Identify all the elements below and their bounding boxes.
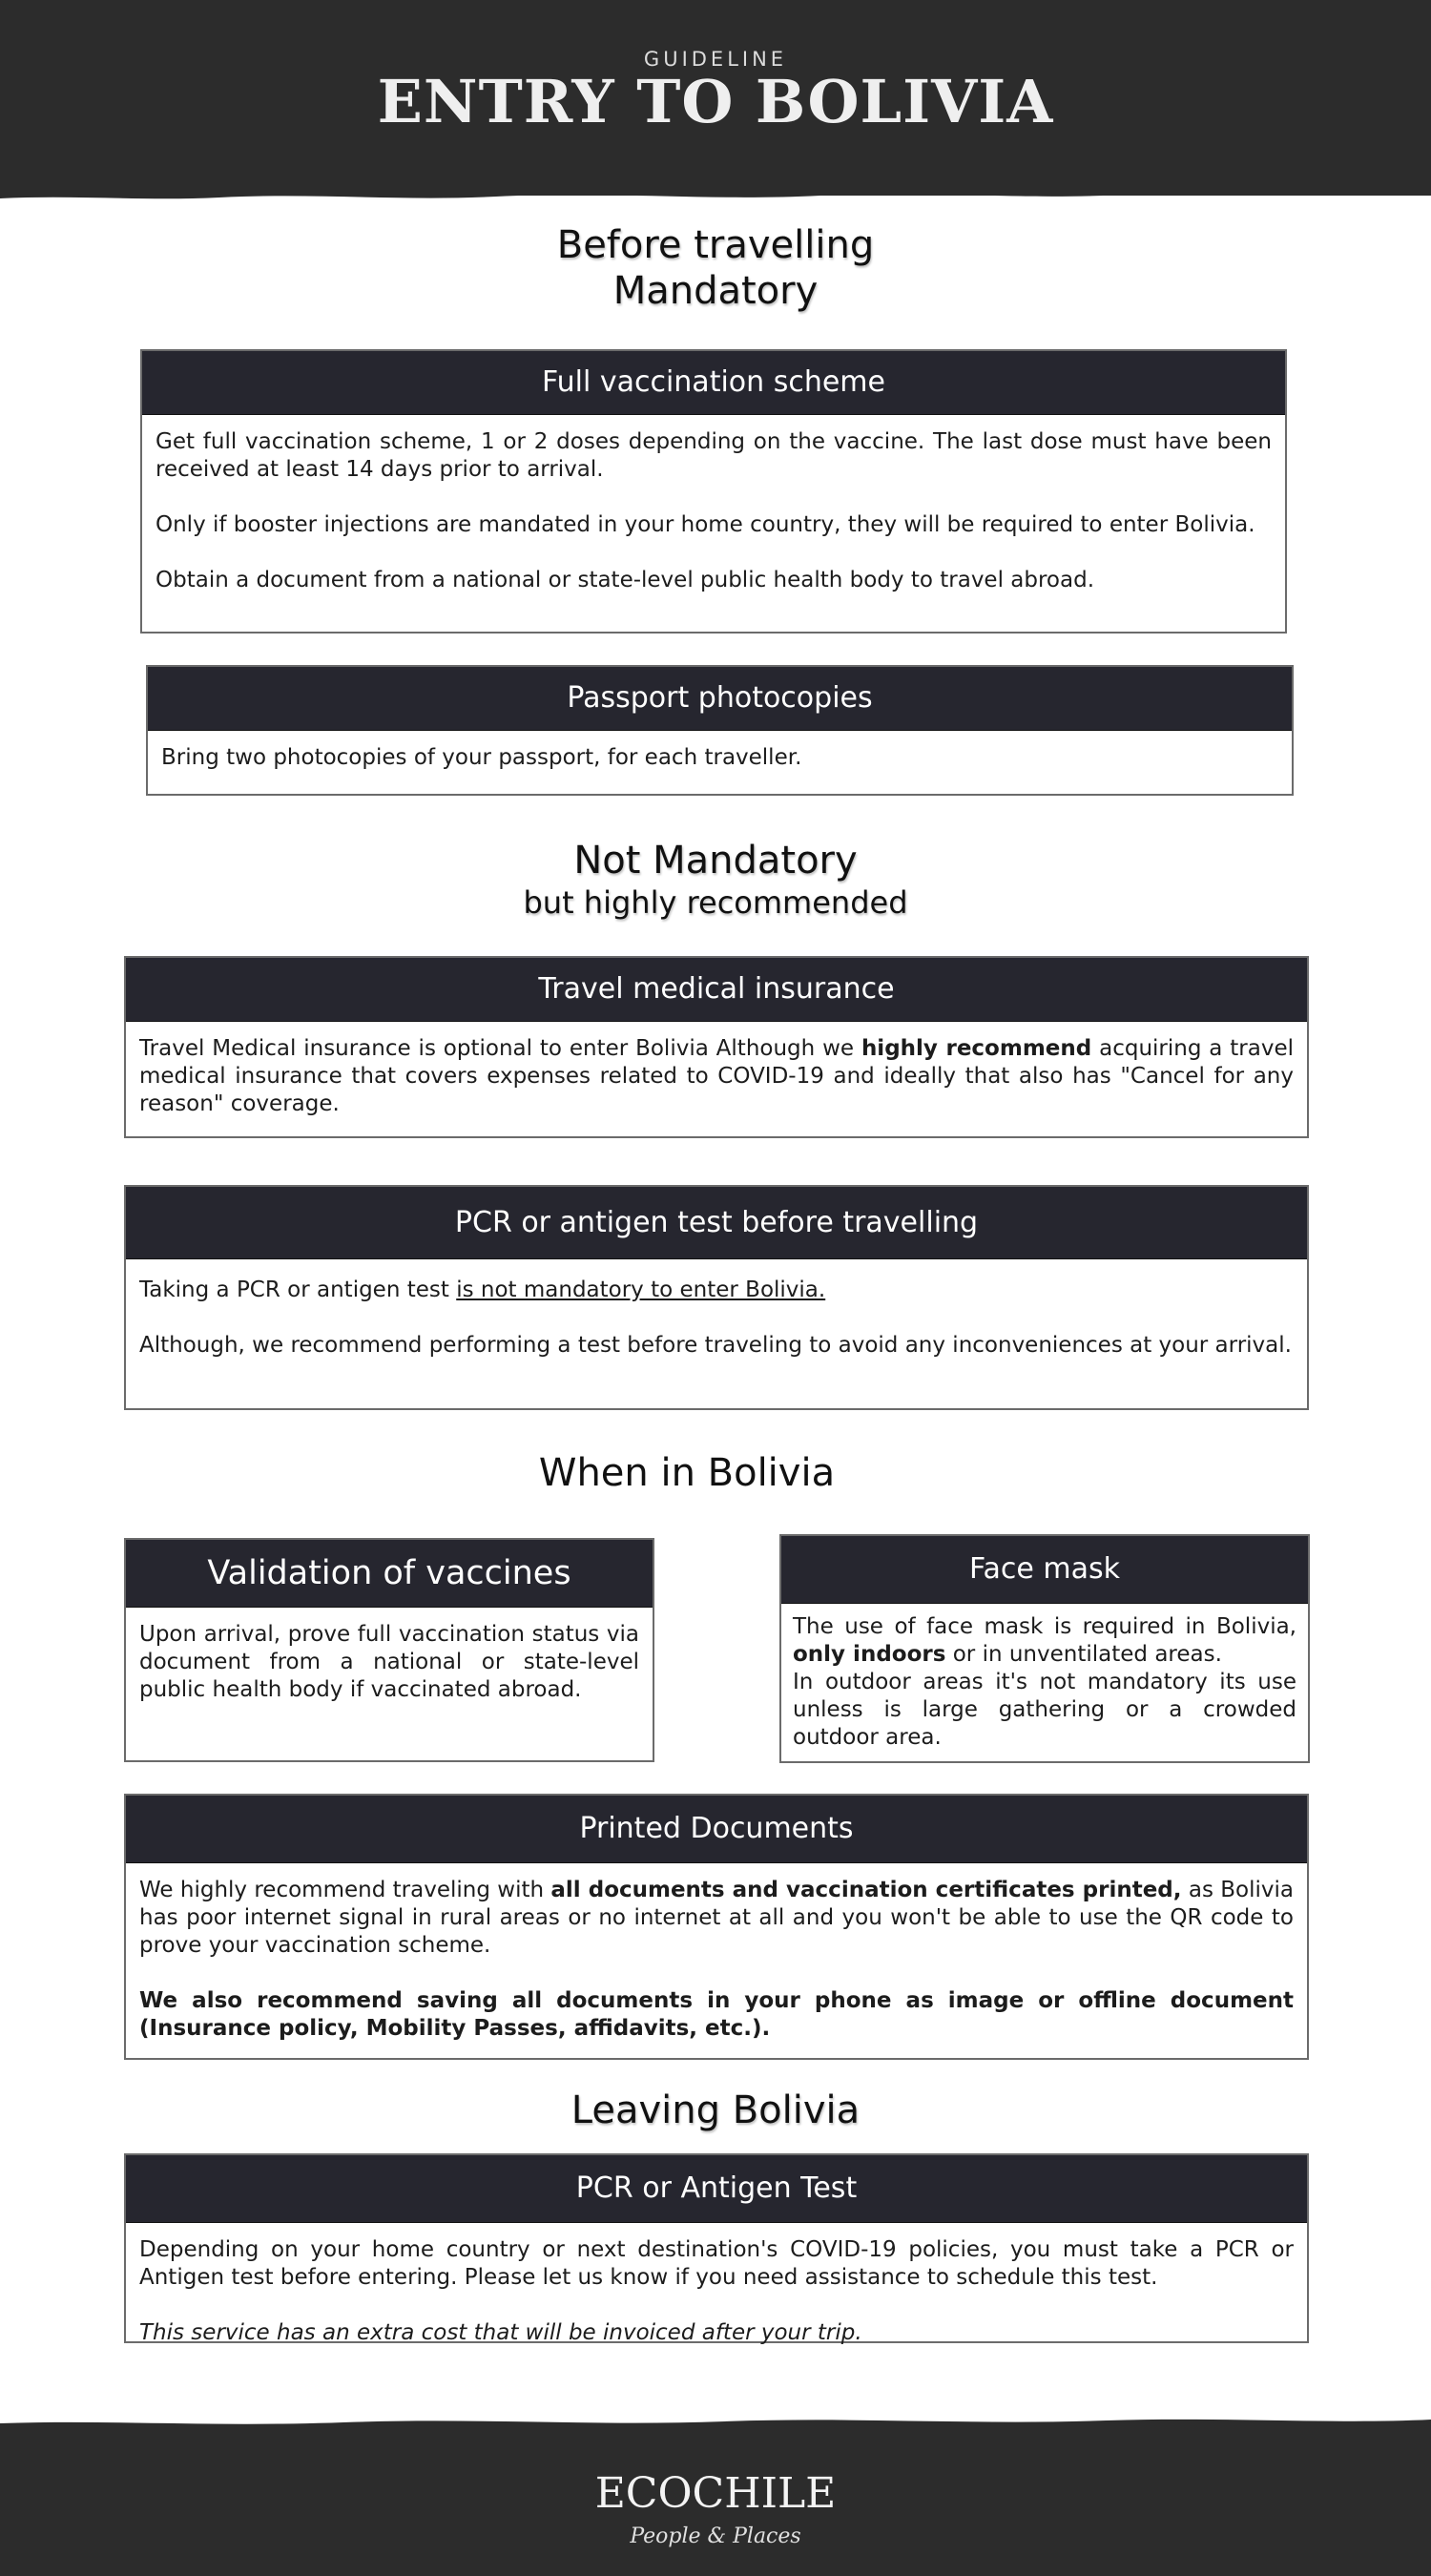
passport-p1: Bring two photocopies of your passport, for each traveller.	[161, 745, 802, 770]
card-insurance-body	[126, 1022, 1307, 1128]
card-pcr-before	[124, 1185, 1309, 1410]
torn-edge-top	[0, 172, 1431, 210]
page-header	[0, 0, 1431, 196]
pcr-before-p1: Taking a PCR or antigen test is not mandatory to enter Bolivia.	[139, 1278, 826, 1302]
card-facemask	[779, 1534, 1310, 1763]
section-leaving-heading: Leaving Bolivia	[570, 2088, 861, 2132]
card-vaccination-body	[142, 415, 1285, 604]
facemask-p2: In outdoor areas it's not mandatory its use unless is large gathering or a crowded outdoor area.	[793, 1670, 1296, 1750]
printed-p2: We also recommend saving all documents in your phone as image or offline document (Insurance policy, Mobility Passes, affidavits, etc.).	[139, 1988, 1294, 2041]
card-pcr-leaving-title: PCR or Antigen Test	[126, 2155, 1307, 2223]
card-insurance-title: Travel medical insurance	[126, 958, 1307, 1022]
not-mandatory-line2: but highly recommended	[523, 884, 908, 921]
card-passport	[146, 665, 1294, 796]
section-not-mandatory-heading	[0, 838, 1431, 922]
card-pcr-leaving-body	[126, 2223, 1307, 2357]
footer-brand: ECOCHILE	[594, 2469, 837, 2518]
header-title: ENTRY TO BOLIVIA	[377, 67, 1054, 136]
card-facemask-title: Face mask	[781, 1536, 1308, 1604]
facemask-p1: The use of face mask is required in Bolivia, only indoors or in unventilated areas.	[793, 1614, 1296, 1667]
card-validation-title: Validation of vaccines	[126, 1540, 653, 1608]
card-pcr-leaving	[124, 2153, 1309, 2343]
header-subtitle: GUIDELINE	[643, 48, 788, 71]
section-when-heading: When in Bolivia	[538, 1451, 836, 1495]
pcr-before-p2: Although, we recommend performing a test before traveling to avoid any inconveniences at your arrival.	[139, 1333, 1292, 1358]
not-mandatory-line1: Not Mandatory	[573, 839, 858, 883]
card-pcr-before-title: PCR or antigen test before travelling	[126, 1187, 1307, 1259]
page-footer	[0, 2433, 1431, 2576]
card-printed	[124, 1794, 1309, 2060]
pcr-leaving-p2: This service has an extra cost that will be invoiced after your trip.	[139, 2320, 862, 2345]
card-validation	[124, 1538, 654, 1762]
card-passport-title: Passport photocopies	[148, 667, 1292, 731]
card-printed-body	[126, 1863, 1307, 2052]
footer-tagline: People & Places	[630, 2524, 801, 2548]
card-facemask-body	[781, 1604, 1308, 1761]
card-printed-title: Printed Documents	[126, 1796, 1307, 1863]
vaccination-p1: Get full vaccination scheme, 1 or 2 doses depending on the vaccine. The last dose must have been received at least 14 days prior to arrival.	[156, 429, 1272, 482]
vaccination-p2: Only if booster injections are mandated in your home country, they will be required to enter Bolivia.	[156, 512, 1255, 537]
vaccination-p3: Obtain a document from a national or state-level public health body to travel abroad.	[156, 568, 1095, 592]
card-vaccination-title: Full vaccination scheme	[142, 351, 1285, 415]
card-insurance	[124, 956, 1309, 1138]
card-passport-body	[148, 731, 1292, 781]
printed-p1: We highly recommend traveling with all documents and vaccination certificates printed, as Bolivia has poor internet signal in rural areas or no internet at all and you won't be able to use the QR code to prove your vaccination scheme.	[139, 1878, 1294, 1958]
card-vaccination	[140, 349, 1287, 634]
insurance-p1: Travel Medical insurance is optional to enter Bolivia Although we highly recommend acquiring a travel medical insurance that covers expenses related to COVID-19 and ideally that also has "Cancel for any reason" coverage.	[139, 1036, 1294, 1116]
validation-p1: Upon arrival, prove full vaccination status via document from a national or state-level public health body if vaccinated abroad.	[139, 1622, 639, 1702]
before-line1: Before travelling	[556, 223, 875, 267]
card-pcr-before-body	[126, 1259, 1307, 1369]
section-before-heading	[0, 222, 1431, 314]
before-line2: Mandatory	[612, 269, 819, 313]
card-validation-body	[126, 1608, 653, 1714]
pcr-leaving-p1: Depending on your home country or next destination's COVID-19 policies, you must take a PCR or Antigen test before entering. Please let us know if you need assistance to schedule this test.	[139, 2237, 1294, 2290]
